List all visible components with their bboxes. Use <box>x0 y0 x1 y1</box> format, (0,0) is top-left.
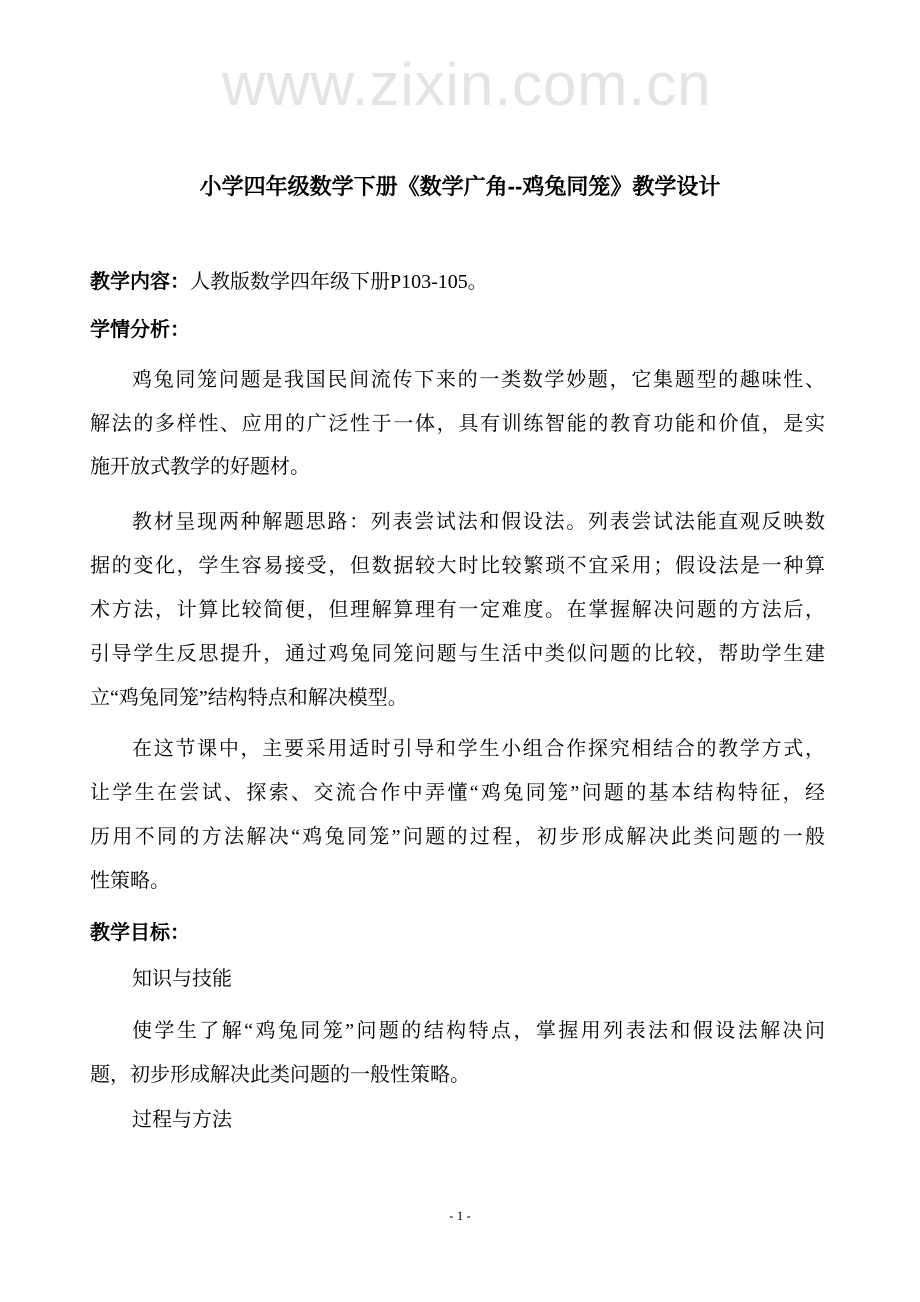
teaching-content <box>90 269 825 295</box>
paragraph-line: 立“鸡兔同笼”结构特点和解决模型。 <box>90 687 408 709</box>
paragraph-line: 鸡兔同笼问题是我国民间流传下来的一类数学妙题，它集题型的趣味性、 <box>132 369 825 391</box>
paragraph-line: 让学生在尝试、探索、交流合作中弄懂“鸡兔同笼”问题的基本结构特征，经 <box>90 782 825 804</box>
teaching-content-label: 教学内容： <box>90 271 190 293</box>
paragraph-line: 术方法，计算比较简便，但理解算理有一定难度。在掌握解决问题的方法后， <box>90 599 825 621</box>
teaching-content-value: 人教版数学四年级下册P103-105。 <box>190 271 488 293</box>
document-title: 小学四年级数学下册《数学广角--鸡兔同笼》教学设计 <box>199 174 721 199</box>
knowledge-heading: 知识与技能 <box>132 968 232 990</box>
paragraph-line: 教材呈现两种解题思路：列表尝试法和假设法。列表尝试法能直观反映数 <box>132 511 825 533</box>
process-heading: 过程与方法 <box>132 1109 232 1131</box>
paragraph-line: 题，初步形成解决此类问题的一般性策略。 <box>90 1064 470 1086</box>
paragraph-line: 在这节课中，主要采用适时引导和学生小组合作探究相结合的教学方式， <box>132 738 825 760</box>
paragraph-line: 历用不同的方法解决“鸡兔同笼”问题的过程，初步形成解决此类问题的一般 <box>90 826 825 848</box>
goals-heading: 教学目标： <box>90 922 190 944</box>
paragraph-line: 据的变化，学生容易接受，但数据较大时比较繁琐不宜采用；假设法是一种算 <box>90 555 825 577</box>
paragraph-line: 使学生了解“鸡兔同笼”问题的结构特点，掌握用列表法和假设法解决问 <box>132 1020 825 1042</box>
paragraph-line: 引导学生反思提升，通过鸡兔同笼问题与生活中类似问题的比较，帮助学生建 <box>90 643 825 665</box>
paragraph-line: 解法的多样性、应用的广泛性于一体，具有训练智能的教育功能和价值，是实 <box>90 413 825 435</box>
page-number: - 1 - <box>449 1208 471 1223</box>
paragraph-line: 性策略。 <box>90 870 170 892</box>
analysis-heading: 学情分析： <box>90 319 190 341</box>
watermark: www.zixin.com.cn <box>222 51 712 118</box>
paragraph-line: 施开放式教学的好题材。 <box>90 456 310 478</box>
